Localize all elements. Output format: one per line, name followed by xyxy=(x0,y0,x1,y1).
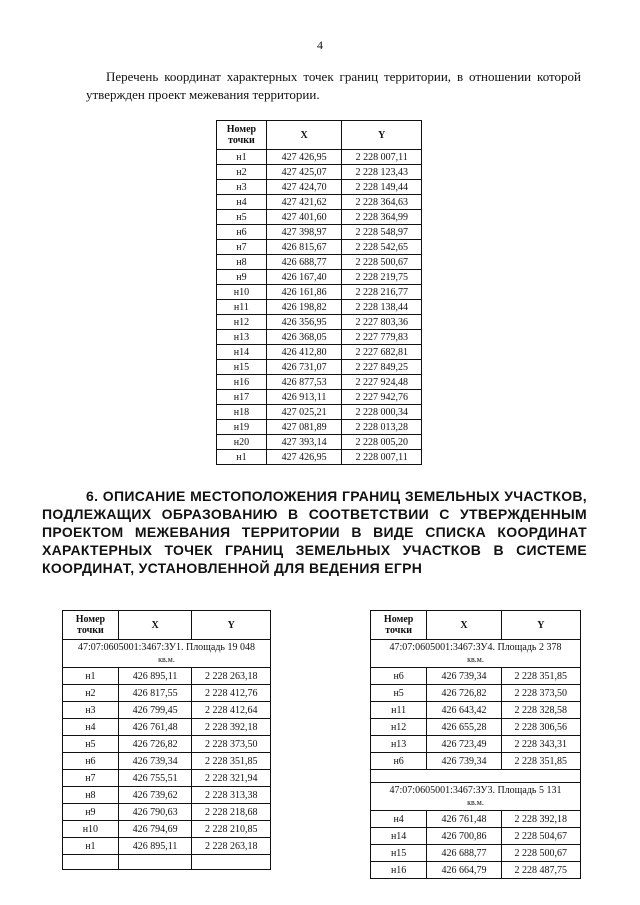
x-cell: 426 739,34 xyxy=(427,668,501,685)
header-point-number: Номер точки xyxy=(371,611,427,640)
x-cell: 427 401,60 xyxy=(266,210,342,225)
table-row xyxy=(217,210,422,225)
y-cell: 2 228 328,58 xyxy=(501,702,580,719)
table-row xyxy=(217,390,422,405)
point-number-cell: н6 xyxy=(371,753,427,770)
parcel-title: 47:07:0605001:3467:ЗУ3. Площадь 5 131 xyxy=(389,785,562,796)
point-number-cell: н6 xyxy=(217,225,267,240)
table-row xyxy=(217,375,422,390)
intro-paragraph: Перечень координат характерных точек границ территории, в отношении которой утвержден проект межевания территории. xyxy=(86,69,581,102)
point-number-cell: н1 xyxy=(217,450,267,465)
table-row xyxy=(217,180,422,195)
x-cell: 426 799,45 xyxy=(118,702,192,719)
point-number-cell: н15 xyxy=(371,845,427,862)
x-cell: 426 877,53 xyxy=(266,375,342,390)
x-cell: 427 426,95 xyxy=(266,450,342,465)
y-cell: 2 228 321,94 xyxy=(192,770,271,787)
table-row xyxy=(217,150,422,165)
point-number-cell: н8 xyxy=(63,787,119,804)
point-number-cell: н1 xyxy=(217,150,267,165)
y-cell: 2 228 263,18 xyxy=(192,838,271,855)
x-cell: 427 424,70 xyxy=(266,180,342,195)
point-number-cell: н6 xyxy=(63,753,119,770)
table-row xyxy=(371,845,581,862)
table-row xyxy=(217,315,422,330)
table-row xyxy=(63,787,271,804)
y-cell: 2 228 343,31 xyxy=(501,736,580,753)
x-cell: 426 739,34 xyxy=(118,753,192,770)
point-number-cell: н16 xyxy=(371,862,427,879)
table-row xyxy=(217,330,422,345)
x-cell: 427 425,07 xyxy=(266,165,342,180)
x-cell: 426 723,49 xyxy=(427,736,501,753)
x-cell: 426 755,51 xyxy=(118,770,192,787)
x-cell: 426 198,82 xyxy=(266,300,342,315)
table-body xyxy=(217,150,422,465)
point-number-cell: н17 xyxy=(217,390,267,405)
point-number-cell: н1 xyxy=(63,668,119,685)
point-number-cell: н2 xyxy=(63,685,119,702)
table-row xyxy=(217,225,422,240)
point-number-cell: н16 xyxy=(217,375,267,390)
table-row xyxy=(371,811,581,828)
y-cell: 2 228 412,76 xyxy=(192,685,271,702)
point-number-cell: н4 xyxy=(217,195,267,210)
y-cell: 2 228 005,20 xyxy=(342,435,422,450)
y-cell: 2 228 263,18 xyxy=(192,668,271,685)
section-heading: 6. ОПИСАНИЕ МЕСТОПОЛОЖЕНИЯ ГРАНИЦ ЗЕМЕЛЬНЫХ УЧАСТКОВ, ПОДЛЕЖАЩИХ ОБРАЗОВАНИЮ В СООТВЕТСТВИИ С УТВЕРЖДЕННЫМ ПРОЕКТОМ МЕЖЕВАНИЯ ТЕРРИТОРИИ В ВИДЕ СПИСКА КООРДИНАТ ХАРАКТЕРНЫХ ТОЧЕК ГРАНИЦ ЗЕМЕЛЬНЫХ УЧАСТКОВ В СИСТЕМЕ КООРДИНАТ, УСТАНОВЛЕННОЙ ДЛЯ ВЕДЕНИЯ ЕГРН xyxy=(42,488,587,576)
point-number-cell: н4 xyxy=(371,811,427,828)
x-cell: 426 726,82 xyxy=(427,685,501,702)
point-number-cell: н1 xyxy=(63,838,119,855)
table-body xyxy=(63,640,271,870)
point-number-cell: н5 xyxy=(371,685,427,702)
y-cell: 2 228 218,68 xyxy=(192,804,271,821)
header-point-number: Номер точки xyxy=(63,611,119,640)
y-cell: 2 228 364,99 xyxy=(342,210,422,225)
y-cell: 2 228 373,50 xyxy=(501,685,580,702)
header-y: Y xyxy=(342,121,422,150)
header-y: Y xyxy=(192,611,271,640)
table-row xyxy=(217,240,422,255)
y-cell: 2 228 000,34 xyxy=(342,405,422,420)
y-cell: 2 228 007,11 xyxy=(342,150,422,165)
table-row xyxy=(217,255,422,270)
table-row xyxy=(63,719,271,736)
x-cell: 426 700,86 xyxy=(427,828,501,845)
table-row xyxy=(217,285,422,300)
x-cell: 427 421,62 xyxy=(266,195,342,210)
y-cell: 2 227 682,81 xyxy=(342,345,422,360)
point-number-cell: н4 xyxy=(63,719,119,736)
point-number-cell: н18 xyxy=(217,405,267,420)
header-x: X xyxy=(266,121,342,150)
y-cell: 2 228 216,77 xyxy=(342,285,422,300)
table-row xyxy=(371,668,581,685)
point-number-cell: н10 xyxy=(217,285,267,300)
x-cell: 426 167,40 xyxy=(266,270,342,285)
y-cell: 2 228 504,67 xyxy=(501,828,580,845)
point-number-cell: н12 xyxy=(217,315,267,330)
x-cell: 426 731,07 xyxy=(266,360,342,375)
parcel-zu1-table xyxy=(62,610,271,870)
table-row xyxy=(371,828,581,845)
y-cell: 2 227 803,36 xyxy=(342,315,422,330)
x-cell: 426 356,95 xyxy=(266,315,342,330)
y-cell: 2 228 364,63 xyxy=(342,195,422,210)
table-row xyxy=(63,838,271,855)
empty-cell xyxy=(118,855,192,870)
x-cell: 426 761,48 xyxy=(427,811,501,828)
y-cell: 2 228 351,85 xyxy=(501,753,580,770)
x-cell: 426 161,86 xyxy=(266,285,342,300)
x-cell: 427 025,21 xyxy=(266,405,342,420)
table-body xyxy=(371,783,581,879)
point-number-cell: н2 xyxy=(217,165,267,180)
table-body xyxy=(371,640,581,783)
y-cell: 2 228 306,56 xyxy=(501,719,580,736)
x-cell: 426 688,77 xyxy=(266,255,342,270)
parcel-area-unit: кв.м. xyxy=(467,655,484,664)
table-row xyxy=(63,668,271,685)
x-cell: 426 643,42 xyxy=(427,702,501,719)
y-cell: 2 228 219,75 xyxy=(342,270,422,285)
y-cell: 2 228 500,67 xyxy=(501,845,580,862)
x-cell: 426 815,67 xyxy=(266,240,342,255)
empty-cell xyxy=(63,855,119,870)
x-cell: 426 790,63 xyxy=(118,804,192,821)
y-cell: 2 228 548,97 xyxy=(342,225,422,240)
table-spacer xyxy=(371,770,581,783)
table-row xyxy=(63,855,271,870)
table-row xyxy=(217,345,422,360)
y-cell: 2 228 007,11 xyxy=(342,450,422,465)
y-cell: 2 227 849,25 xyxy=(342,360,422,375)
table-row xyxy=(371,685,581,702)
x-cell: 427 393,14 xyxy=(266,435,342,450)
x-cell: 426 794,69 xyxy=(118,821,192,838)
page-number: 4 xyxy=(317,38,323,52)
y-cell: 2 228 392,18 xyxy=(192,719,271,736)
y-cell: 2 228 313,38 xyxy=(192,787,271,804)
x-cell: 426 895,11 xyxy=(118,668,192,685)
y-cell: 2 228 138,44 xyxy=(342,300,422,315)
parcel-title: 47:07:0605001:3467:ЗУ1. Площадь 19 048 xyxy=(78,642,255,653)
table-row xyxy=(63,804,271,821)
x-cell: 427 081,89 xyxy=(266,420,342,435)
y-cell: 2 228 500,67 xyxy=(342,255,422,270)
point-number-cell: н13 xyxy=(217,330,267,345)
table-row xyxy=(217,165,422,180)
table-row xyxy=(371,702,581,719)
point-number-cell: н3 xyxy=(63,702,119,719)
y-cell: 2 227 942,76 xyxy=(342,390,422,405)
parcel-title: 47:07:0605001:3467:ЗУ4. Площадь 2 378 xyxy=(389,642,562,653)
empty-cell xyxy=(192,855,271,870)
table-row xyxy=(371,736,581,753)
territory-coordinates-table xyxy=(216,120,422,465)
table-row xyxy=(63,702,271,719)
table-row xyxy=(63,770,271,787)
point-number-cell: н19 xyxy=(217,420,267,435)
parcel-caption xyxy=(371,640,581,668)
x-cell: 426 913,11 xyxy=(266,390,342,405)
table-row xyxy=(371,862,581,879)
table-row xyxy=(217,405,422,420)
point-number-cell: н12 xyxy=(371,719,427,736)
table-row xyxy=(63,753,271,770)
point-number-cell: н11 xyxy=(217,300,267,315)
header-x: X xyxy=(118,611,192,640)
table-row xyxy=(371,753,581,770)
table-row xyxy=(217,270,422,285)
x-cell: 427 398,97 xyxy=(266,225,342,240)
x-cell: 426 688,77 xyxy=(427,845,501,862)
parcel-caption xyxy=(371,783,581,811)
y-cell: 2 228 487,75 xyxy=(501,862,580,879)
y-cell: 2 228 210,85 xyxy=(192,821,271,838)
y-cell: 2 228 013,28 xyxy=(342,420,422,435)
table-row xyxy=(217,450,422,465)
y-cell: 2 228 351,85 xyxy=(192,753,271,770)
y-cell: 2 228 149,44 xyxy=(342,180,422,195)
y-cell: 2 227 779,83 xyxy=(342,330,422,345)
header-x: X xyxy=(427,611,501,640)
point-number-cell: н7 xyxy=(63,770,119,787)
point-number-cell: н14 xyxy=(217,345,267,360)
table-row xyxy=(217,360,422,375)
y-cell: 2 228 373,50 xyxy=(192,736,271,753)
x-cell: 426 726,82 xyxy=(118,736,192,753)
table-row xyxy=(63,736,271,753)
x-cell: 426 895,11 xyxy=(118,838,192,855)
point-number-cell: н10 xyxy=(63,821,119,838)
table-row xyxy=(371,719,581,736)
x-cell: 426 368,05 xyxy=(266,330,342,345)
point-number-cell: н5 xyxy=(217,210,267,225)
point-number-cell: н15 xyxy=(217,360,267,375)
table-row xyxy=(63,821,271,838)
header-y: Y xyxy=(501,611,580,640)
x-cell: 426 761,48 xyxy=(118,719,192,736)
parcel-area-unit: кв.м. xyxy=(158,655,175,664)
parcel-zu4-zu3-table xyxy=(370,610,581,879)
table-row xyxy=(217,300,422,315)
y-cell: 2 228 412,64 xyxy=(192,702,271,719)
table-row xyxy=(371,770,581,783)
x-cell: 426 412,80 xyxy=(266,345,342,360)
x-cell: 426 739,62 xyxy=(118,787,192,804)
point-number-cell: н9 xyxy=(63,804,119,821)
table-row xyxy=(63,685,271,702)
y-cell: 2 228 392,18 xyxy=(501,811,580,828)
point-number-cell: н13 xyxy=(371,736,427,753)
parcel-caption xyxy=(63,640,271,668)
point-number-cell: н11 xyxy=(371,702,427,719)
point-number-cell: н20 xyxy=(217,435,267,450)
x-cell: 427 426,95 xyxy=(266,150,342,165)
point-number-cell: н14 xyxy=(371,828,427,845)
y-cell: 2 228 542,65 xyxy=(342,240,422,255)
point-number-cell: н3 xyxy=(217,180,267,195)
table-row xyxy=(217,420,422,435)
table-row xyxy=(217,435,422,450)
point-number-cell: н7 xyxy=(217,240,267,255)
y-cell: 2 228 351,85 xyxy=(501,668,580,685)
x-cell: 426 664,79 xyxy=(427,862,501,879)
point-number-cell: н5 xyxy=(63,736,119,753)
point-number-cell: н8 xyxy=(217,255,267,270)
x-cell: 426 817,55 xyxy=(118,685,192,702)
point-number-cell: н9 xyxy=(217,270,267,285)
x-cell: 426 655,28 xyxy=(427,719,501,736)
header-point-number: Номер точки xyxy=(217,121,267,150)
point-number-cell: н6 xyxy=(371,668,427,685)
y-cell: 2 227 924,48 xyxy=(342,375,422,390)
parcel-area-unit: кв.м. xyxy=(467,798,484,807)
x-cell: 426 739,34 xyxy=(427,753,501,770)
y-cell: 2 228 123,43 xyxy=(342,165,422,180)
table-row xyxy=(217,195,422,210)
